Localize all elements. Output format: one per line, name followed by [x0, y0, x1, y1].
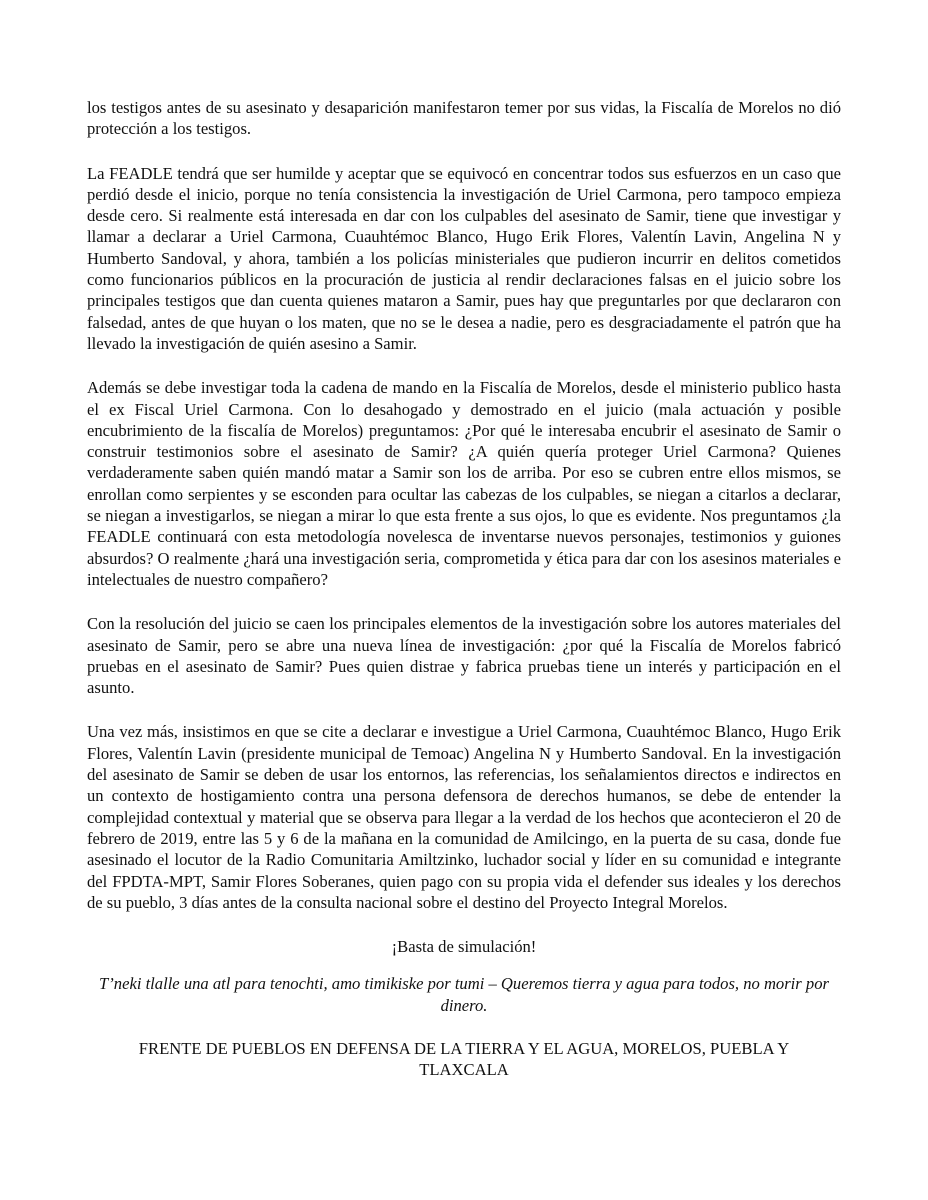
paragraph-witnesses: los testigos antes de su asesinato y desaparición manifestaron temer por sus vidas, la Fiscalía de Morelos no dió protección a los testigos.: [87, 98, 841, 139]
paragraph-trial-resolution: Con la resolución del juicio se caen los principales elementos de la investigación sobre los autores materiales del asesinato de Samir, pero se abre una nueva línea de investigación: ¿por qué la Fiscalía de Morelos fabricó pruebas en el asesinato de Samir? Pues quien distrae y fabrica pruebas tiene un interés y participación en el asunto.: [87, 614, 841, 698]
paragraph-insistence: Una vez más, insistimos en que se cite a declarar e investigue a Uriel Carmona, Cuauhtémoc Blanco, Hugo Erik Flores, Valentín Lavin (presidente municipal de Temoac) Angelina N y Humberto Sandoval. En la investigación del asesinato de Samir se deben de usar los entornos, las referencias, los señalamientos directos e indirectos en un contexto de hostigamiento contra una persona defensora de derechos humanos, se debe de entender la complejidad contextual y material que se observa para llegar a la verdad de los hechos que acontecieron el 20 de febrero de 2019, entre las 5 y 6 de la mañana en la comunidad de Amilcingo, en la puerta de su casa, donde fue asesinado el locutor de la Radio Comunitaria Amiltzinko, luchador social y líder en su comunidad e integrante del FPDTA-MPT, Samir Flores Soberanes, quien pago con su propia vida el defender sus ideales y los derechos de su pueblo, 3 días antes de la consulta nacional sobre el destino del Proyecto Integral Morelos.: [87, 722, 841, 912]
paragraph-feadle: La FEADLE tendrá que ser humilde y aceptar que se equivocó en concentrar todos sus esfuerzos en un caso que perdió desde el inicio, porque no tenía consistencia la investigación de Uriel Carmona, pero tampoco empieza desde cero. Si realmente está interesada en dar con los culpables del asesinato de Samir, tiene que investigar y llamar a declarar a Uriel Carmona, Cuauhtémoc Blanco, Hugo Erik Flores, Valentín Lavin, Angelina N y Humberto Sandoval, y ahora, también a los policías ministeriales que pudieron incurrir en delitos cometidos como funcionarios públicos en la procuración de justicia al rendir declaraciones falsas en el juicio sobre los principales testigos que dan cuenta quienes mataron a Samir, pues hay que preguntarles por que declararon con falsedad, antes de que huyan o los maten, que no se le desea a nadie, pero es desgraciadamente el patrón que ha llevado la investigación de quién asesino a Samir.: [87, 163, 841, 353]
slogan: ¡Basta de simulación!: [391, 937, 537, 957]
document-page: [87, 97, 841, 1081]
closing-quote: T’neki tlalle una atl para tenochti, amo timikiske por tumi – Queremos tierra y agua para todos, no morir por dinero.: [99, 974, 829, 1015]
paragraph-chain-of-command: Además se debe investigar toda la cadena de mando en la Fiscalía de Morelos, desde el ministerio publico hasta el ex Fiscal Uriel Carmona. Con lo desahogado y demostrado en el juicio (mala actuación y posible encubrimiento de la fiscalía de Morelos) preguntamos: ¿Por qué le interesaba encubrir el asesinato de Samir o construir testimonios sobre el asesinato de Samir? ¿A quién quería proteger Uriel Carmona? Quienes verdaderamente saben quién mandó matar a Samir son los de arriba. Por eso se cubren entre ellos mismos, se enrollan como serpientes y se esconden para ocultar las cabezas de los culpables, se niegan a citarlos a declarar, se niegan a investigarlos, se niegan a mirar lo que esta frente a sus ojos, lo que es evidente. Nos preguntamos ¿la FEADLE continuará con esta metodología novelesca de inventarse nuevos personajes, testimonios y guiones absurdos? O realmente ¿hará una investigación seria, comprometida y ética para dar con los asesinos materiales e intelectuales de nuestro compañero?: [87, 378, 841, 589]
signature: FRENTE DE PUEBLOS EN DEFENSA DE LA TIERRA Y EL AGUA, MORELOS, PUEBLA Y TLAXCALA: [138, 1038, 790, 1080]
